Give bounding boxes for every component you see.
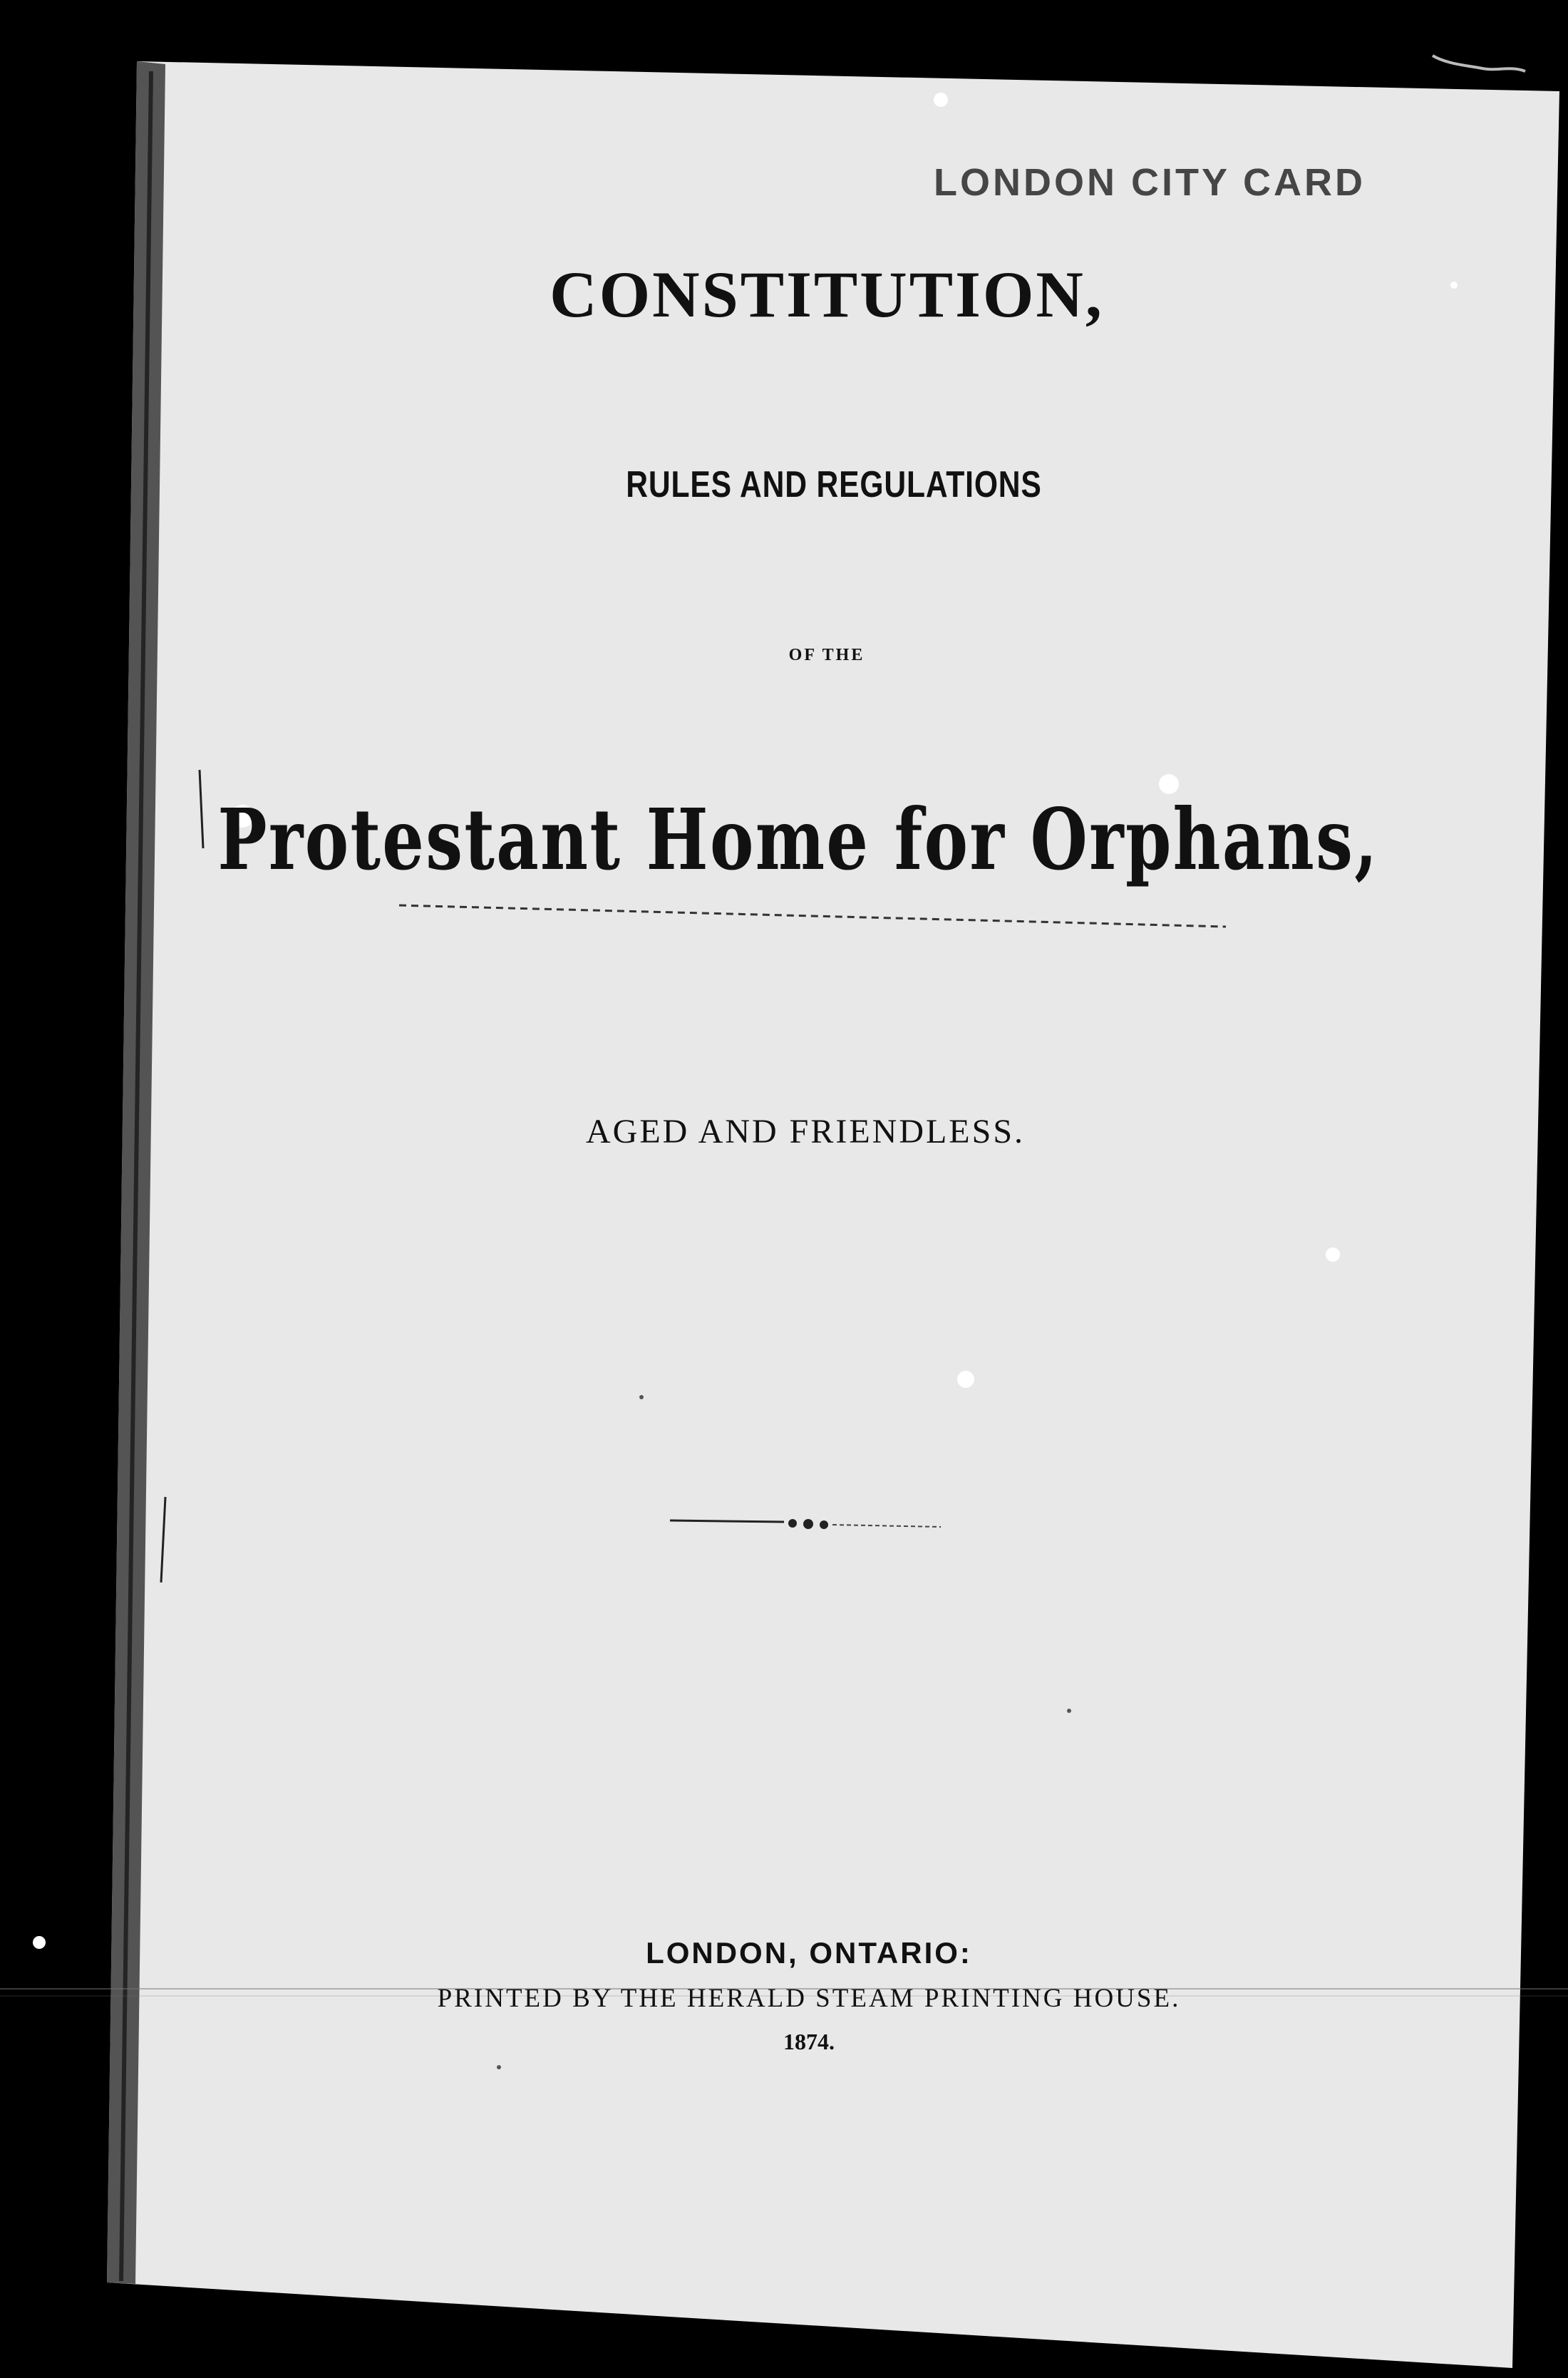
institution-name: Protestant Home for Orphans, [217, 790, 1379, 889]
imprint-printer: PRINTED BY THE HERALD STEAM PRINTING HOUSE. [437, 1984, 1181, 2013]
subheading: AGED AND FRIENDLESS. [585, 1113, 1026, 1151]
subtitle: RULES AND REGULATIONS [626, 464, 1042, 505]
imprint-year: 1874. [783, 2029, 835, 2054]
paper-sheet [107, 61, 1559, 2368]
imprint-place: LONDON, ONTARIO: [646, 1936, 972, 1970]
library-stamp: LONDON CITY CARD [934, 161, 1366, 204]
page-title: CONSTITUTION, [550, 258, 1104, 331]
connector-text: OF THE [788, 646, 865, 664]
